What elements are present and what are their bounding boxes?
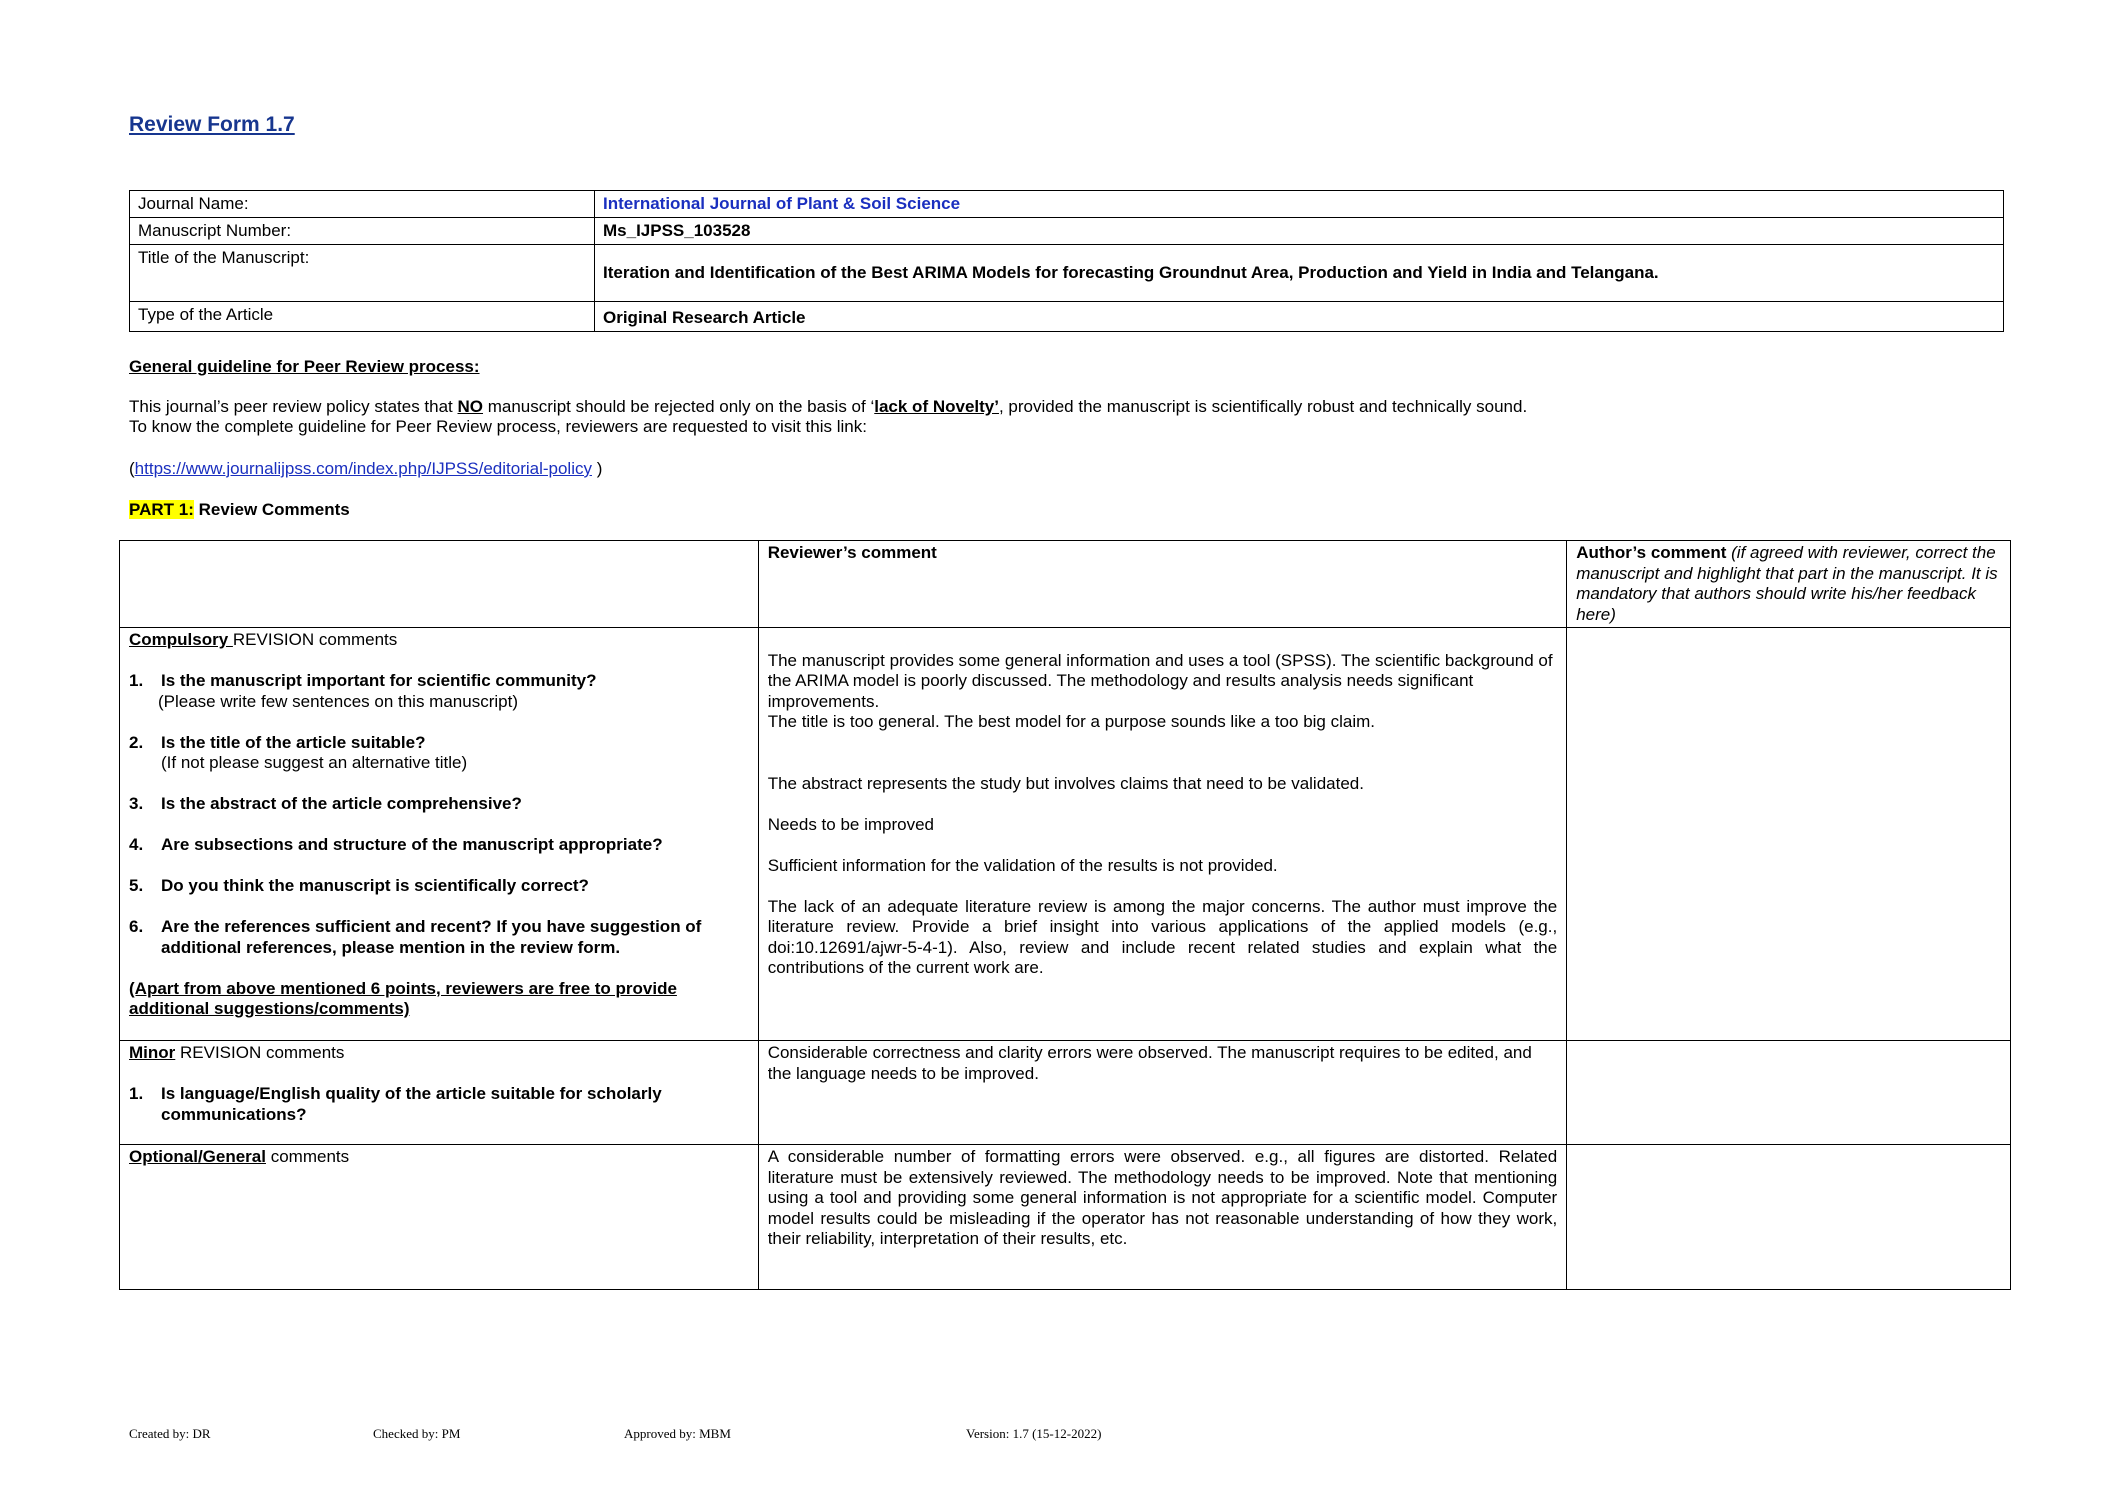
footer-version: Version: 1.7 (15-12-2022) <box>966 1426 1102 1441</box>
header-empty-cell <box>120 541 759 628</box>
link-close-paren: ) <box>592 459 603 478</box>
optional-heading-cell <box>120 1145 759 1290</box>
policy-text-b: manuscript should be rejected only on the basis of ‘ <box>483 397 875 416</box>
footer-approved: Approved by: MBM <box>624 1426 731 1441</box>
compulsory-answers-cell <box>758 628 1567 1041</box>
part1-heading <box>129 500 350 520</box>
manuscript-info-table <box>129 190 2004 332</box>
footer-created: Created by: DR <box>129 1426 211 1441</box>
answer-3: The abstract represents the study but involves claims that need to be validated. <box>767 773 1364 793</box>
reviewer-comment-header: Reviewer’s comment <box>758 541 1567 628</box>
minor-label: Minor <box>129 1043 176 1062</box>
editorial-policy-link[interactable]: https://www.journalijpss.com/index.php/IJPSS/editorial-policy <box>134 459 592 478</box>
author-comment-header <box>1567 541 2011 628</box>
answer-2: The title is too general. The best model for a purpose sounds like a too big claim. <box>767 712 1375 731</box>
part1-label: PART 1: <box>129 500 194 519</box>
author-header-note: (if agreed with reviewer, correct the manuscript and highlight that part in the manuscript. It is mandatory that authors should write his/her feedback here) <box>1576 543 1998 624</box>
compulsory-rest: REVISION comments <box>232 630 398 649</box>
optional-label: Optional/General <box>129 1147 266 1166</box>
optional-answer: A considerable number of formatting errors were observed. e.g., all figures are distorted. Related literature must be extensively reviewed. The methodology needs to be improved. Note that mentioning using a tool and providing some general information is not appropriate for a scientific model. Computer model results could be misleading if the operator has not reasonable understanding of how they work, their reliability, interpretation of their results, etc. <box>758 1145 1567 1290</box>
answer-6: The lack of an adequate literature review is among the major concerns. The author must improve the literature review. Provide a brief insight into various applications of the applied models (e.g., doi:10.12691/ajwr-5-4-1). Also, review and include recent related studies and explain what the contributions of the current work are. <box>767 896 1558 977</box>
journal-label: Journal Name: <box>130 191 595 218</box>
question-5: 5. Do you think the manuscript is scientifically correct? <box>129 876 589 895</box>
minor-rest: REVISION comments <box>175 1043 345 1062</box>
compulsory-label: Compulsory <box>129 630 233 649</box>
question-1: 1. Is the manuscript important for scientific community? <box>129 671 597 690</box>
policy-link-line <box>129 459 602 479</box>
minor-questions-cell <box>120 1041 759 1145</box>
question-2: 2. Is the title of the article suitable? <box>129 732 426 752</box>
minor-heading <box>129 1043 749 1064</box>
article-type-value: Original Research Article <box>595 302 2004 332</box>
manuscript-title-value: Iteration and Identification of the Best ARIMA Models for forecasting Groundnut Area, Production and Yield in India and Telangana. <box>595 245 2004 302</box>
question-4: 4. Are subsections and structure of the manuscript appropriate? <box>129 835 663 854</box>
policy-text-c: , provided the manuscript is scientifically robust and technically sound. <box>998 397 1528 416</box>
policy-text <box>129 397 1527 437</box>
form-title: Review Form 1.7 <box>129 113 295 136</box>
policy-no: NO <box>457 397 484 416</box>
guideline-heading: General guideline for Peer Review process: <box>129 357 480 376</box>
link-open-paren: ( <box>129 459 135 478</box>
answer-4: Needs to be improved <box>767 814 935 834</box>
question-6: 6. Are the references sufficient and recent? If you have suggestion of additional references, please mention in the review form. <box>129 917 702 957</box>
minor-author-cell[interactable] <box>1567 1041 2011 1145</box>
review-comments-table <box>119 540 2011 1290</box>
manuscript-number-label: Manuscript Number: <box>130 218 595 245</box>
apart-note: (Apart from above mentioned 6 points, reviewers are free to provide additional suggestions/comments) <box>129 978 677 1018</box>
policy-visit-text: To know the complete guideline for Peer Review process, reviewers are requested to visit this link: <box>129 417 867 436</box>
policy-text-a: This journal’s peer review policy states that <box>129 397 458 416</box>
author-header-bold: Author’s comment <box>1576 543 1727 562</box>
compulsory-author-cell[interactable] <box>1567 628 2011 1041</box>
manuscript-number-value: Ms_IJPSS_103528 <box>595 218 2004 245</box>
footer-checked: Checked by: PM <box>373 1426 461 1441</box>
answer-1: The manuscript provides some general information and uses a tool (SPSS). The scientific background of the ARIMA model is poorly discussed. The methodology and results analysis needs significant improvements. <box>767 650 1553 711</box>
journal-value: International Journal of Plant & Soil Science <box>595 191 2004 218</box>
question-2-note: (If not please suggest an alternative title) <box>161 753 468 772</box>
manuscript-title-label: Title of the Manuscript: <box>130 245 595 302</box>
compulsory-questions-cell <box>120 628 759 1041</box>
question-1-note: (Please write few sentences on this manuscript) <box>158 691 518 711</box>
part1-title: Review Comments <box>193 500 350 519</box>
minor-question-1: 1. Is language/English quality of the article suitable for scholarly communications? <box>129 1084 662 1124</box>
policy-novelty: lack of Novelty’ <box>874 397 999 416</box>
answer-5: Sufficient information for the validation of the results is not provided. <box>767 855 1278 875</box>
optional-author-cell[interactable] <box>1567 1145 2011 1290</box>
minor-answer: Considerable correctness and clarity errors were observed. The manuscript requires to be edited, and the language needs to be improved. <box>758 1041 1567 1145</box>
optional-rest: comments <box>265 1147 350 1166</box>
question-3: 3. Is the abstract of the article comprehensive? <box>129 794 522 813</box>
article-type-label: Type of the Article <box>130 302 595 332</box>
compulsory-heading <box>129 630 749 651</box>
